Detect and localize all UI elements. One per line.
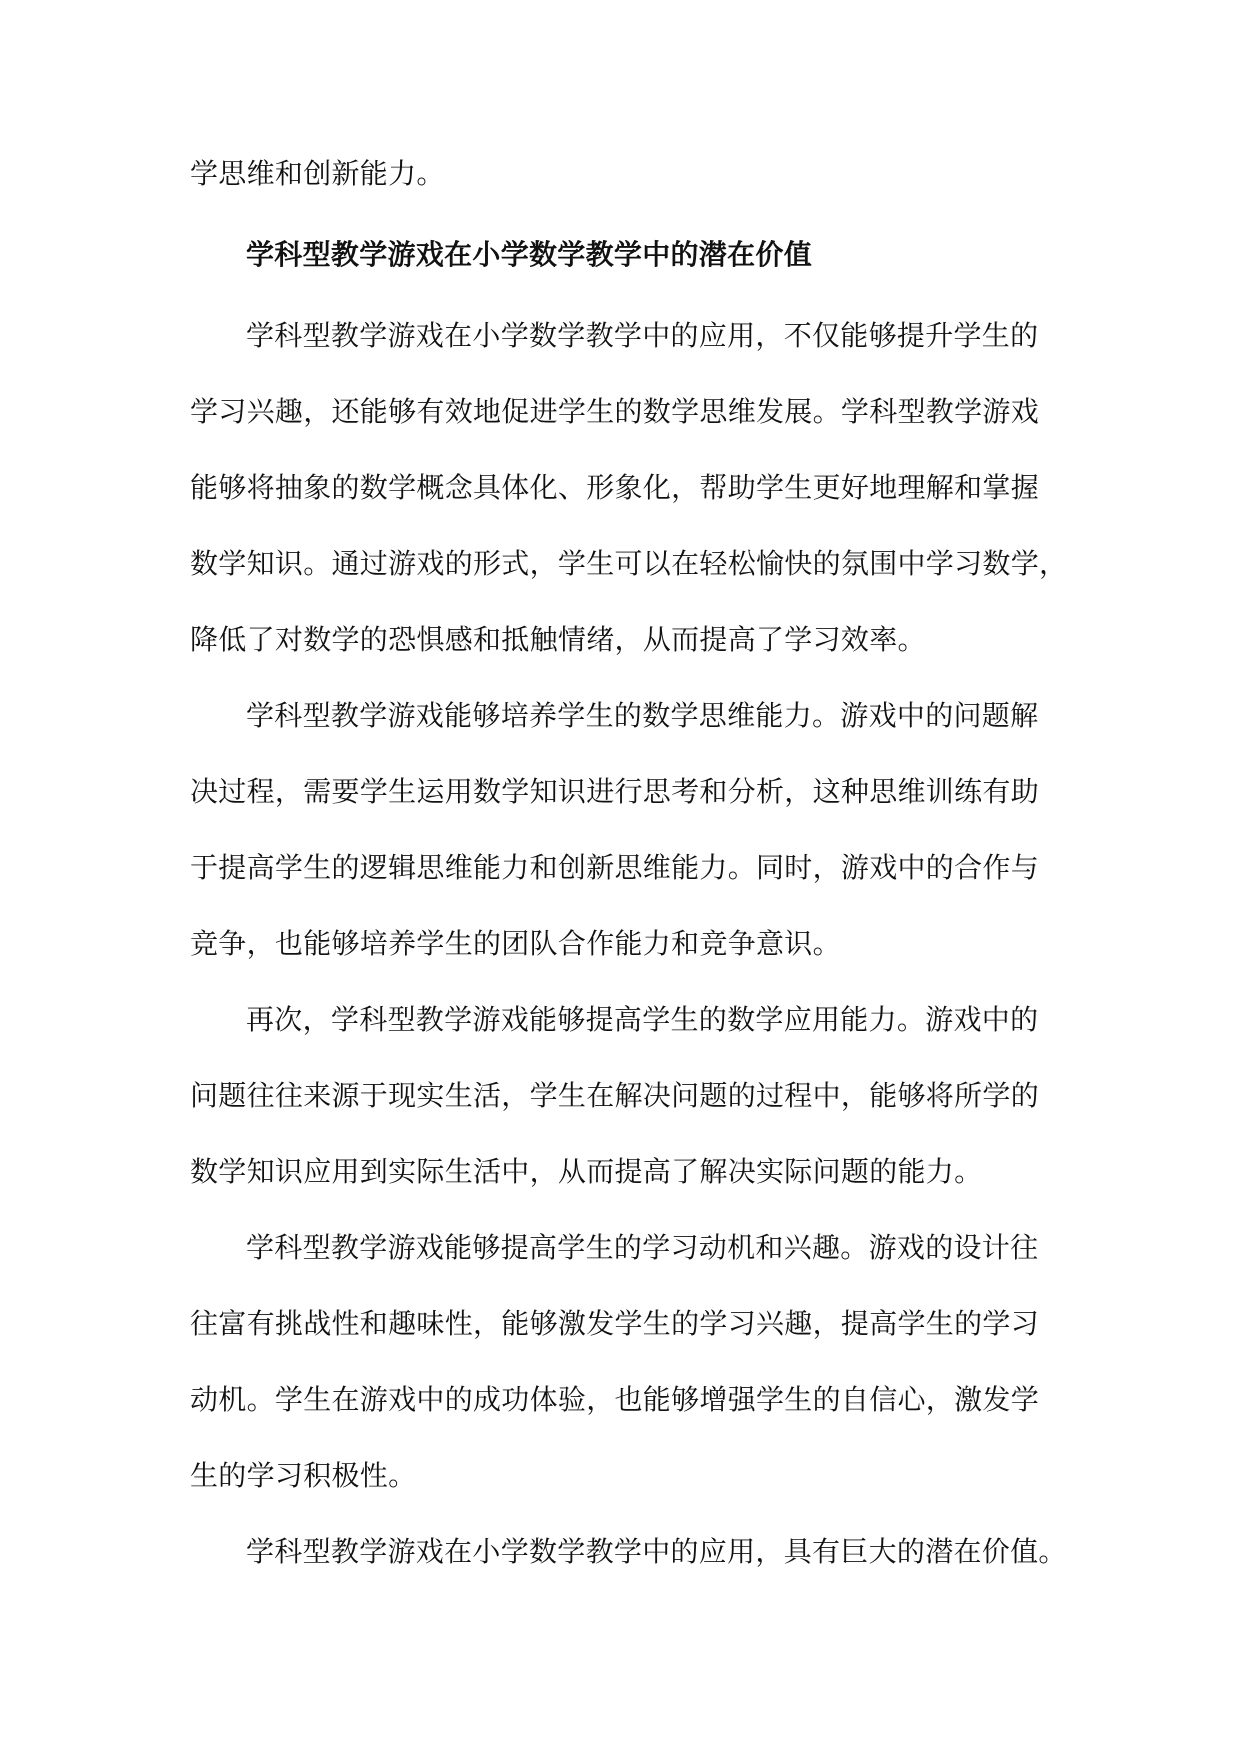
paragraph-line: 问题往往来源于现实生活，学生在解决问题的过程中，能够将所学的 xyxy=(190,1079,1040,1112)
paragraph-line: 学习兴趣，还能够有效地促进学生的数学思维发展。学科型教学游戏 xyxy=(190,395,1040,428)
paragraph-continuation-line: 学思维和创新能力。 xyxy=(190,157,445,190)
paragraph-line: 学科型教学游戏在小学数学教学中的应用，不仅能够提升学生的 xyxy=(246,319,1039,352)
paragraph-line: 学科型教学游戏在小学数学教学中的应用，具有巨大的潜在价值。 xyxy=(246,1535,1067,1568)
paragraph-line: 动机。学生在游戏中的成功体验，也能够增强学生的自信心，激发学 xyxy=(190,1383,1040,1416)
paragraph-line: 数学知识。通过游戏的形式，学生可以在轻松愉快的氛围中学习数学， xyxy=(190,547,1068,580)
paragraph-line: 竞争，也能够培养学生的团队合作能力和竞争意识。 xyxy=(190,927,841,960)
document-body xyxy=(190,136,1068,1590)
paragraph-line: 决过程，需要学生运用数学知识进行思考和分析，这种思维训练有助 xyxy=(190,775,1040,808)
section-heading: 学科型教学游戏在小学数学教学中的潜在价值 xyxy=(246,238,813,271)
paragraph-line: 能够将抽象的数学概念具体化、形象化，帮助学生更好地理解和掌握 xyxy=(190,471,1040,504)
paragraph-line: 数学知识应用到实际生活中，从而提高了解决实际问题的能力。 xyxy=(190,1155,983,1188)
paragraph-line: 生的学习积极性。 xyxy=(190,1459,417,1492)
paragraph-line: 学科型教学游戏能够提高学生的学习动机和兴趣。游戏的设计往 xyxy=(246,1231,1039,1264)
paragraph-line: 再次，学科型教学游戏能够提高学生的数学应用能力。游戏中的 xyxy=(246,1003,1039,1036)
paragraph-line: 于提高学生的逻辑思维能力和创新思维能力。同时，游戏中的合作与 xyxy=(190,851,1040,884)
paragraph-line: 学科型教学游戏能够培养学生的数学思维能力。游戏中的问题解 xyxy=(246,699,1039,732)
paragraph-line: 往富有挑战性和趣味性，能够激发学生的学习兴趣，提高学生的学习 xyxy=(190,1307,1040,1340)
paragraph-line: 降低了对数学的恐惧感和抵触情绪，从而提高了学习效率。 xyxy=(190,623,926,656)
